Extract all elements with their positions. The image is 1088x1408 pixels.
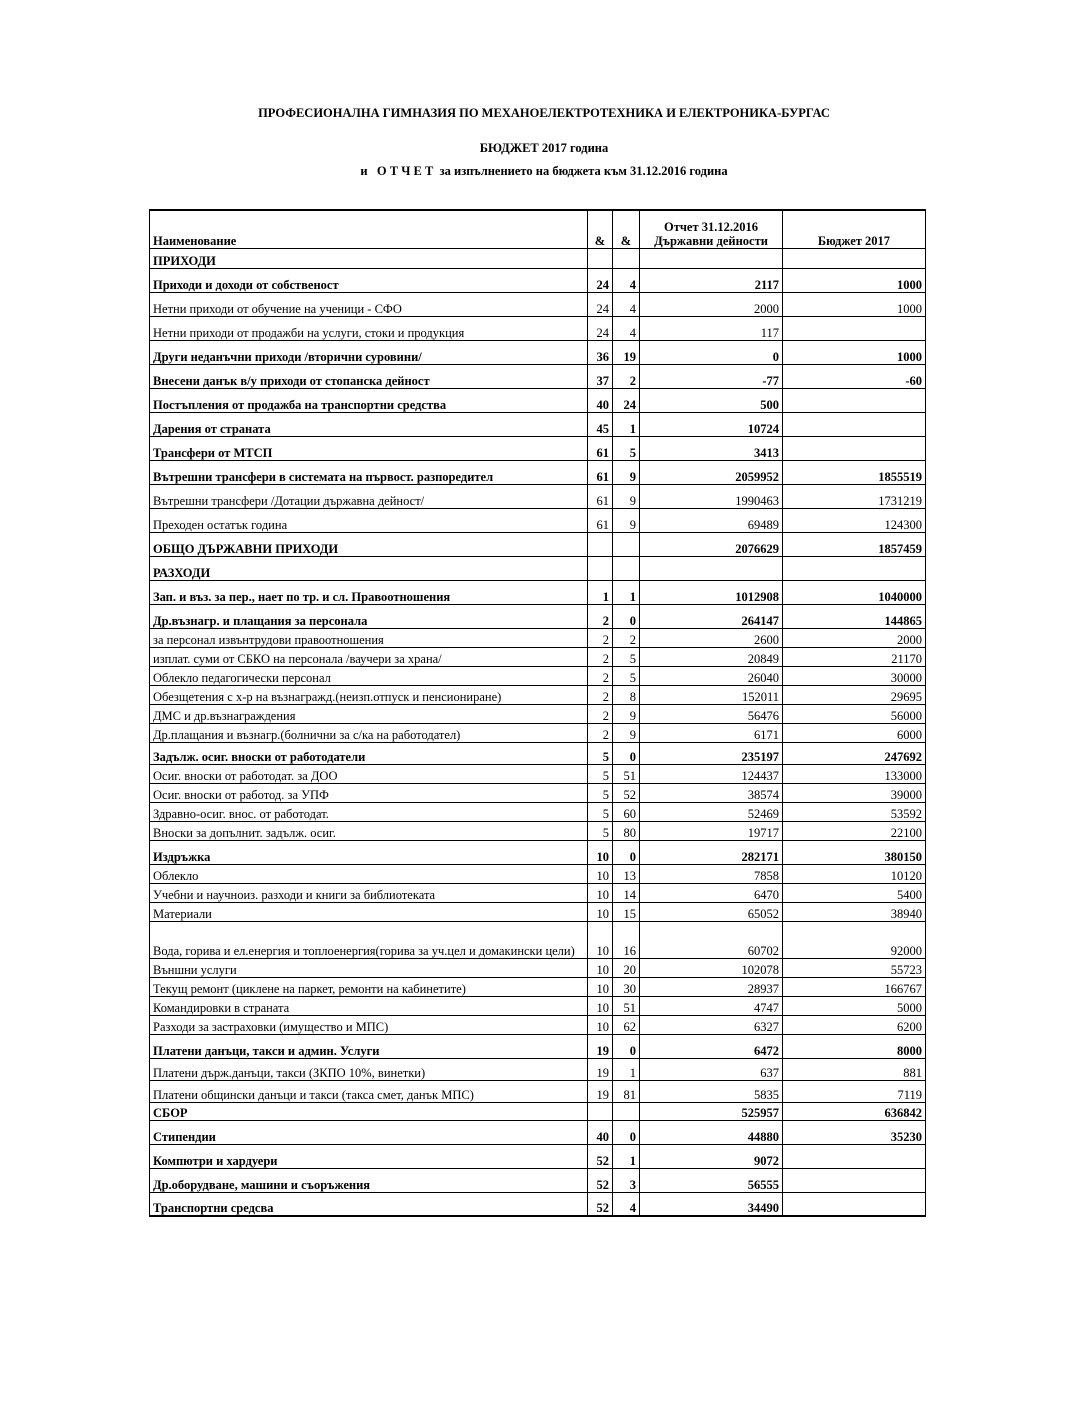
row-report-cell: 20849	[640, 647, 783, 666]
row-code-a-cell	[588, 532, 613, 556]
row-code-b-cell: 2	[613, 364, 640, 388]
row-budget-cell: 1000	[783, 268, 926, 292]
table-row	[150, 460, 926, 484]
row-budget-cell: 22100	[783, 821, 926, 840]
row-report-cell: 102078	[640, 958, 783, 977]
row-code-b-cell: 13	[613, 864, 640, 883]
row-code-b-cell: 9	[613, 484, 640, 508]
row-report-cell: 60702	[640, 921, 783, 958]
row-code-b-cell: 30	[613, 977, 640, 996]
row-report-cell: 2600	[640, 628, 783, 647]
row-name-cell: Учебни и научноиз. разходи и книги за библиотеката	[150, 883, 588, 902]
row-code-a-cell: 2	[588, 704, 613, 723]
row-code-b-cell: 9	[613, 723, 640, 742]
row-name-cell: ДМС и др.възнаграждения	[150, 704, 588, 723]
row-report-cell	[640, 248, 783, 268]
row-code-a-cell: 52	[588, 1168, 613, 1192]
table-row	[150, 921, 926, 958]
row-code-b-cell: 15	[613, 902, 640, 921]
row-code-a-cell: 61	[588, 436, 613, 460]
row-budget-cell: 1731219	[783, 484, 926, 508]
row-report-cell: 6472	[640, 1034, 783, 1058]
table-row	[150, 864, 926, 883]
row-code-b-cell: 5	[613, 666, 640, 685]
row-code-b-cell: 0	[613, 742, 640, 764]
row-name-cell: Транспортни средсва	[150, 1192, 588, 1216]
row-code-a-cell: 19	[588, 1080, 613, 1102]
row-code-b-cell: 1	[613, 1058, 640, 1080]
row-report-cell: 6327	[640, 1015, 783, 1034]
row-name-cell: Издръжка	[150, 840, 588, 864]
row-name-cell: Вода, горива и ел.енергия и топлоенергия(горива за уч.цел и домакински цели)	[150, 921, 588, 958]
row-code-a-cell: 5	[588, 742, 613, 764]
table-row	[150, 1058, 926, 1080]
row-report-cell: 124437	[640, 764, 783, 783]
row-code-a-cell: 10	[588, 864, 613, 883]
table-row	[150, 1015, 926, 1034]
row-code-a-cell: 2	[588, 666, 613, 685]
row-code-b-cell: 9	[613, 460, 640, 484]
row-code-a-cell: 10	[588, 996, 613, 1015]
row-report-cell: 1012908	[640, 580, 783, 604]
row-budget-cell: 55723	[783, 958, 926, 977]
row-budget-cell: -60	[783, 364, 926, 388]
table-row	[150, 977, 926, 996]
row-budget-cell: 247692	[783, 742, 926, 764]
row-name-cell: Нетни приходи от продажби на услуги, стоки и продукция	[150, 316, 588, 340]
row-name-cell: Вноски за допълнит. задълж. осиг.	[150, 821, 588, 840]
row-code-b-cell: 0	[613, 1120, 640, 1144]
row-report-cell: 4747	[640, 996, 783, 1015]
table-row	[150, 1192, 926, 1216]
row-code-b-cell: 5	[613, 647, 640, 666]
row-code-b-cell: 0	[613, 840, 640, 864]
row-name-cell: Външни услуги	[150, 958, 588, 977]
row-budget-cell	[783, 412, 926, 436]
table-row	[150, 484, 926, 508]
row-report-cell: 69489	[640, 508, 783, 532]
row-code-a-cell: 61	[588, 508, 613, 532]
row-budget-cell: 30000	[783, 666, 926, 685]
column-header-report	[640, 210, 783, 248]
row-code-a-cell: 5	[588, 783, 613, 802]
row-budget-cell: 166767	[783, 977, 926, 996]
row-code-b-cell: 4	[613, 292, 640, 316]
row-budget-cell: 1000	[783, 340, 926, 364]
row-budget-cell: 6000	[783, 723, 926, 742]
row-name-cell: Текущ ремонт (циклене на паркет, ремонти на кабинетите)	[150, 977, 588, 996]
row-name-cell: изплат. суми от СБКО на персонала /ваучери за храна/	[150, 647, 588, 666]
row-budget-cell: 8000	[783, 1034, 926, 1058]
row-code-b-cell: 4	[613, 1192, 640, 1216]
row-code-b-cell: 2	[613, 628, 640, 647]
table-row	[150, 802, 926, 821]
row-code-a-cell: 10	[588, 902, 613, 921]
row-code-a-cell: 45	[588, 412, 613, 436]
table-row	[150, 556, 926, 580]
row-report-cell: 2076629	[640, 532, 783, 556]
table-row	[150, 666, 926, 685]
row-budget-cell: 7119	[783, 1080, 926, 1102]
table-row	[150, 685, 926, 704]
table-row	[150, 902, 926, 921]
row-report-cell: 2000	[640, 292, 783, 316]
row-code-a-cell: 52	[588, 1192, 613, 1216]
row-code-b-cell: 52	[613, 783, 640, 802]
table-row	[150, 532, 926, 556]
table-row	[150, 340, 926, 364]
row-name-cell: Внесени данък в/у приходи от стопанска дейност	[150, 364, 588, 388]
row-budget-cell: 124300	[783, 508, 926, 532]
row-name-cell: Платени общински данъци и такси (такса смет, данък МПС)	[150, 1080, 588, 1102]
row-budget-cell: 881	[783, 1058, 926, 1080]
row-name-cell: Други неданъчни приходи /вторични суровини/	[150, 340, 588, 364]
row-budget-cell: 2000	[783, 628, 926, 647]
row-report-cell: 152011	[640, 685, 783, 704]
row-name-cell: Постъпления от продажба на транспортни средства	[150, 388, 588, 412]
table-row	[150, 840, 926, 864]
table-row	[150, 1144, 926, 1168]
column-header-name: Наименование	[150, 210, 588, 248]
row-budget-cell	[783, 1192, 926, 1216]
row-code-a-cell: 24	[588, 316, 613, 340]
row-name-cell: Приходи и доходи от собственост	[150, 268, 588, 292]
row-budget-cell: 133000	[783, 764, 926, 783]
row-budget-cell	[783, 436, 926, 460]
table-row	[150, 436, 926, 460]
row-name-cell: Облекло	[150, 864, 588, 883]
row-name-cell: Преходен остатък година	[150, 508, 588, 532]
row-budget-cell: 380150	[783, 840, 926, 864]
row-name-cell: Зап. и въз. за пер., нает по тр. и сл. Правоотношения	[150, 580, 588, 604]
table-row	[150, 821, 926, 840]
row-code-b-cell: 9	[613, 508, 640, 532]
budget-table	[149, 209, 926, 1217]
row-name-cell: Трансфери от МТСП	[150, 436, 588, 460]
row-name-cell: Др.възнагр. и плащания за персонала	[150, 604, 588, 628]
row-budget-cell	[783, 556, 926, 580]
row-code-b-cell	[613, 532, 640, 556]
table-row	[150, 647, 926, 666]
row-budget-cell: 1000	[783, 292, 926, 316]
row-report-cell: 56555	[640, 1168, 783, 1192]
table-row	[150, 764, 926, 783]
row-code-a-cell: 52	[588, 1144, 613, 1168]
row-code-a-cell	[588, 248, 613, 268]
table-row	[150, 783, 926, 802]
row-code-b-cell: 81	[613, 1080, 640, 1102]
row-report-cell: 44880	[640, 1120, 783, 1144]
row-name-cell: ПРИХОДИ	[150, 248, 588, 268]
table-row	[150, 628, 926, 647]
row-code-b-cell: 4	[613, 316, 640, 340]
row-code-b-cell: 62	[613, 1015, 640, 1034]
row-code-a-cell	[588, 556, 613, 580]
row-code-b-cell: 5	[613, 436, 640, 460]
row-budget-cell: 5000	[783, 996, 926, 1015]
row-budget-cell	[783, 1144, 926, 1168]
row-code-a-cell: 10	[588, 1015, 613, 1034]
row-report-cell: 56476	[640, 704, 783, 723]
row-report-cell: 6470	[640, 883, 783, 902]
row-budget-cell	[783, 1168, 926, 1192]
row-name-cell: Др.плащания и възнагр.(болнични за с/ка на работодател)	[150, 723, 588, 742]
table-row	[150, 883, 926, 902]
table-row	[150, 1102, 926, 1120]
row-name-cell: Материали	[150, 902, 588, 921]
row-code-a-cell: 2	[588, 685, 613, 704]
row-name-cell: Здравно-осиг. вноc. от работодат.	[150, 802, 588, 821]
row-code-a-cell: 1	[588, 580, 613, 604]
row-code-b-cell: 3	[613, 1168, 640, 1192]
row-budget-cell	[783, 388, 926, 412]
row-report-cell: 34490	[640, 1192, 783, 1216]
table-row	[150, 268, 926, 292]
row-report-cell: 7858	[640, 864, 783, 883]
row-report-cell: 52469	[640, 802, 783, 821]
row-code-b-cell: 1	[613, 580, 640, 604]
row-name-cell: за персонал извънтрудови правоотношения	[150, 628, 588, 647]
row-name-cell: Разходи за застраховки (имущество и МПС)	[150, 1015, 588, 1034]
column-header-report-line2: Държавни дейности	[654, 233, 768, 248]
row-budget-cell: 6200	[783, 1015, 926, 1034]
row-code-a-cell: 10	[588, 883, 613, 902]
row-report-cell: 117	[640, 316, 783, 340]
row-budget-cell: 21170	[783, 647, 926, 666]
row-budget-cell	[783, 316, 926, 340]
row-report-cell: 2059952	[640, 460, 783, 484]
row-code-a-cell: 36	[588, 340, 613, 364]
row-report-cell	[640, 556, 783, 580]
row-name-cell: Стипендии	[150, 1120, 588, 1144]
school-title: ПРОФЕСИОНАЛНА ГИМНАЗИЯ ПО МЕХАНОЕЛЕКТРОТЕХНИКА И ЕЛЕКТРОНИКА-БУРГАС	[258, 106, 830, 120]
row-name-cell: Др.оборудване, машини и съоръжения	[150, 1168, 588, 1192]
row-name-cell: Платени данъци, такси и админ. Услуги	[150, 1034, 588, 1058]
column-header-a: &	[588, 210, 613, 248]
table-row	[150, 292, 926, 316]
row-budget-cell: 56000	[783, 704, 926, 723]
row-budget-cell: 1857459	[783, 532, 926, 556]
table-row	[150, 958, 926, 977]
row-code-b-cell: 20	[613, 958, 640, 977]
row-report-cell: 282171	[640, 840, 783, 864]
row-report-cell: 6171	[640, 723, 783, 742]
row-name-cell: Облекло педагогически персонал	[150, 666, 588, 685]
row-code-b-cell: 0	[613, 1034, 640, 1058]
row-name-cell: ОБЩО ДЪРЖАВНИ ПРИХОДИ	[150, 532, 588, 556]
row-report-cell: 65052	[640, 902, 783, 921]
table-row	[150, 1120, 926, 1144]
row-code-b-cell: 14	[613, 883, 640, 902]
row-code-a-cell: 5	[588, 764, 613, 783]
row-code-a-cell: 24	[588, 268, 613, 292]
row-name-cell: Задълж. осиг. вноски от работодатели	[150, 742, 588, 764]
row-report-cell: -77	[640, 364, 783, 388]
row-name-cell: Вътрешни трансфери /Дотации държавна дейност/	[150, 484, 588, 508]
table-row	[150, 996, 926, 1015]
row-name-cell: Осиг. вноски от работодат. за ДОО	[150, 764, 588, 783]
row-report-cell: 637	[640, 1058, 783, 1080]
column-header-budget: Бюджет 2017	[783, 210, 926, 248]
budget-title: БЮДЖЕТ 2017 година	[479, 141, 609, 155]
row-name-cell: Командировки в страната	[150, 996, 588, 1015]
row-report-cell: 10724	[640, 412, 783, 436]
table-row	[150, 388, 926, 412]
row-code-a-cell: 61	[588, 484, 613, 508]
table-row	[150, 364, 926, 388]
row-code-b-cell: 0	[613, 604, 640, 628]
row-budget-cell: 29695	[783, 685, 926, 704]
row-report-cell: 264147	[640, 604, 783, 628]
row-name-cell: Вътрешни трансфери в системата на първост. разпоредител	[150, 460, 588, 484]
row-code-b-cell: 1	[613, 1144, 640, 1168]
row-name-cell: Обезщетения с х-р на възнагражд.(неизп.отпуск и пенсиониране)	[150, 685, 588, 704]
row-budget-cell: 10120	[783, 864, 926, 883]
row-code-b-cell: 24	[613, 388, 640, 412]
row-code-a-cell: 10	[588, 977, 613, 996]
row-report-cell: 28937	[640, 977, 783, 996]
row-code-a-cell: 10	[588, 840, 613, 864]
row-budget-cell: 38940	[783, 902, 926, 921]
row-code-a-cell: 2	[588, 723, 613, 742]
row-code-b-cell: 9	[613, 704, 640, 723]
row-budget-cell: 92000	[783, 921, 926, 958]
row-budget-cell: 35230	[783, 1120, 926, 1144]
table-row	[150, 1080, 926, 1102]
row-code-b-cell: 8	[613, 685, 640, 704]
row-code-a-cell: 5	[588, 802, 613, 821]
row-report-cell: 500	[640, 388, 783, 412]
row-code-a-cell: 10	[588, 958, 613, 977]
row-report-cell: 525957	[640, 1102, 783, 1120]
row-name-cell: Дарения от страната	[150, 412, 588, 436]
row-name-cell: РАЗХОДИ	[150, 556, 588, 580]
row-budget-cell: 144865	[783, 604, 926, 628]
table-row	[150, 580, 926, 604]
row-code-b-cell: 51	[613, 996, 640, 1015]
row-report-cell: 3413	[640, 436, 783, 460]
row-report-cell: 19717	[640, 821, 783, 840]
column-header-report-line1: Отчет 31.12.2016	[664, 219, 758, 234]
row-code-b-cell	[613, 556, 640, 580]
row-code-a-cell: 19	[588, 1058, 613, 1080]
table-row	[150, 508, 926, 532]
table-row	[150, 742, 926, 764]
row-budget-cell: 53592	[783, 802, 926, 821]
row-code-a-cell: 61	[588, 460, 613, 484]
row-code-a-cell: 24	[588, 292, 613, 316]
table-row	[150, 1034, 926, 1058]
row-name-cell: Платени държ.данъци, такси (ЗКПО 10%, винетки)	[150, 1058, 588, 1080]
row-code-a-cell: 40	[588, 388, 613, 412]
row-budget-cell: 5400	[783, 883, 926, 902]
row-code-b-cell: 1	[613, 412, 640, 436]
table-row	[150, 704, 926, 723]
row-report-cell: 0	[640, 340, 783, 364]
row-code-a-cell: 2	[588, 647, 613, 666]
row-code-a-cell: 37	[588, 364, 613, 388]
row-code-a-cell	[588, 1102, 613, 1120]
row-report-cell: 38574	[640, 783, 783, 802]
row-report-cell: 2117	[640, 268, 783, 292]
row-budget-cell: 39000	[783, 783, 926, 802]
row-report-cell: 9072	[640, 1144, 783, 1168]
row-code-b-cell: 60	[613, 802, 640, 821]
report-title: и О Т Ч Е Т за изпълнението на бюджета към 31.12.2016 година	[360, 164, 728, 178]
row-code-a-cell: 2	[588, 628, 613, 647]
row-code-b-cell: 4	[613, 268, 640, 292]
row-name-cell: Нетни приходи от обучение на ученици - СФО	[150, 292, 588, 316]
table-row	[150, 412, 926, 436]
row-code-b-cell: 51	[613, 764, 640, 783]
table-row	[150, 1168, 926, 1192]
row-budget-cell: 636842	[783, 1102, 926, 1120]
row-name-cell: СБОР	[150, 1102, 588, 1120]
table-row	[150, 248, 926, 268]
row-code-a-cell: 10	[588, 921, 613, 958]
row-report-cell: 26040	[640, 666, 783, 685]
row-budget-cell	[783, 248, 926, 268]
row-report-cell: 5835	[640, 1080, 783, 1102]
row-budget-cell: 1040000	[783, 580, 926, 604]
row-code-b-cell: 80	[613, 821, 640, 840]
row-report-cell: 1990463	[640, 484, 783, 508]
row-name-cell: Компютри и хардуери	[150, 1144, 588, 1168]
row-code-a-cell: 5	[588, 821, 613, 840]
row-code-b-cell	[613, 1102, 640, 1120]
row-code-b-cell: 19	[613, 340, 640, 364]
row-name-cell: Осиг. вноски от работод. за УПФ	[150, 783, 588, 802]
table-row	[150, 723, 926, 742]
row-code-a-cell: 2	[588, 604, 613, 628]
row-code-b-cell: 16	[613, 921, 640, 958]
table-header-row	[150, 210, 926, 248]
row-code-b-cell	[613, 248, 640, 268]
row-code-a-cell: 19	[588, 1034, 613, 1058]
column-header-b: &	[613, 210, 640, 248]
row-code-a-cell: 40	[588, 1120, 613, 1144]
row-budget-cell: 1855519	[783, 460, 926, 484]
row-report-cell: 235197	[640, 742, 783, 764]
table-row	[150, 316, 926, 340]
table-row	[150, 604, 926, 628]
